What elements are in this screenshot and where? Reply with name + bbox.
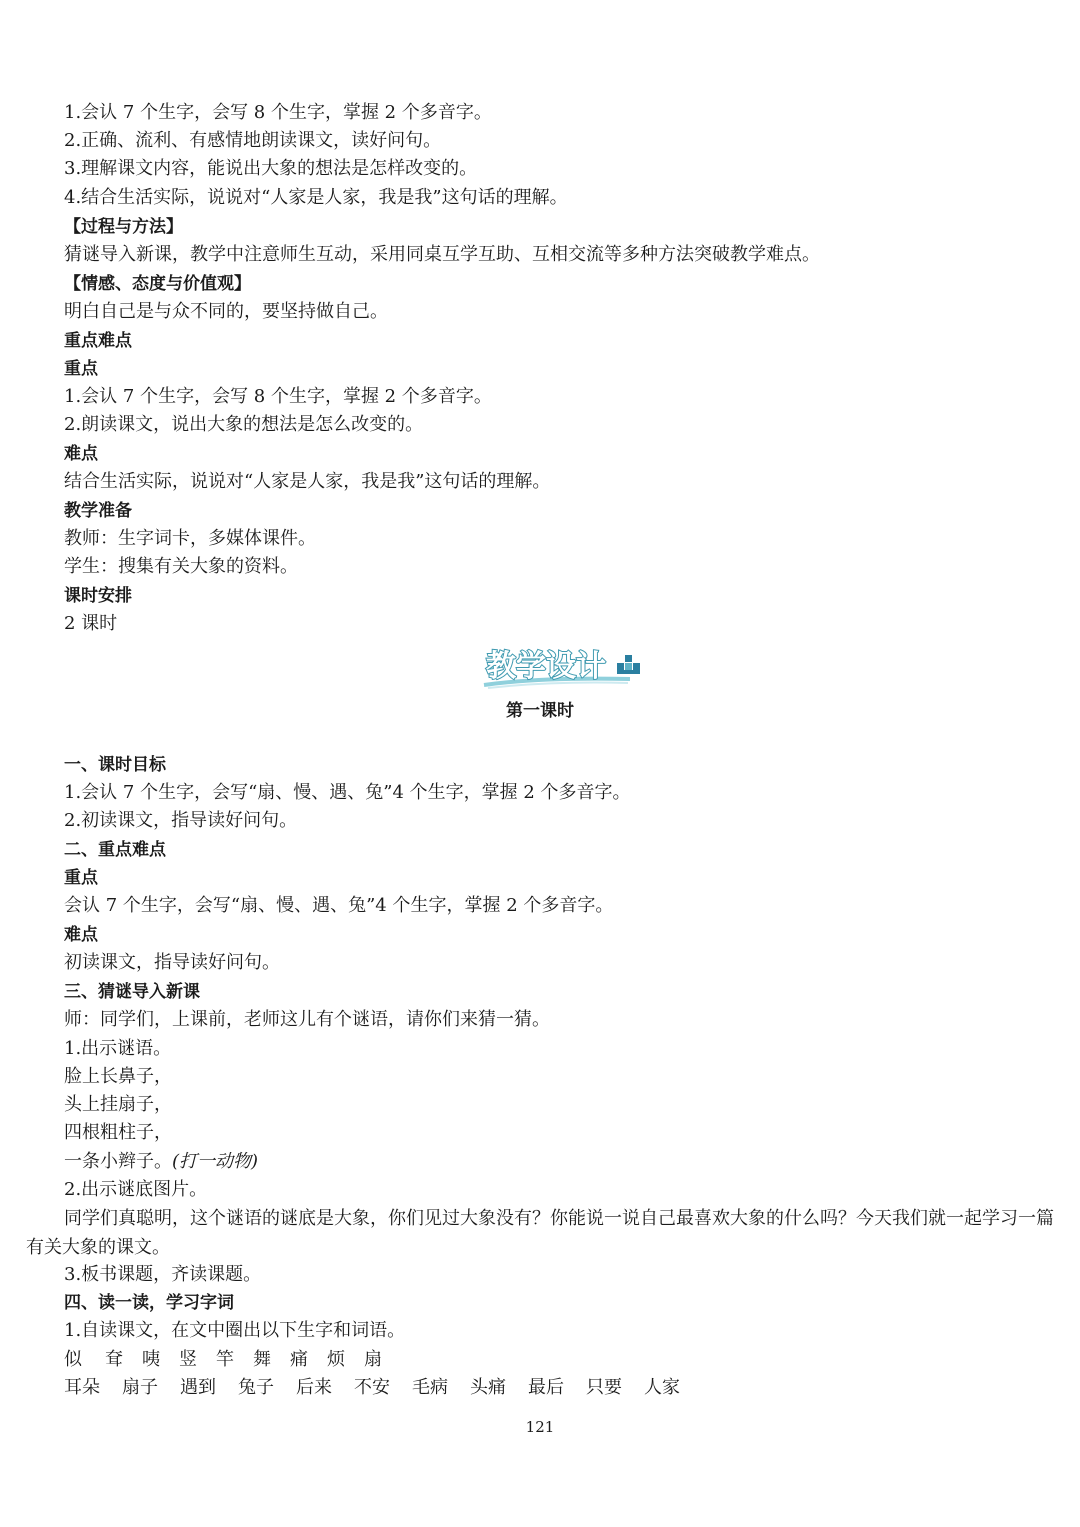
new-word: 头痛 bbox=[470, 1377, 506, 1398]
new-words-row bbox=[64, 1376, 702, 1400]
page-number: 121 bbox=[525, 1418, 555, 1436]
objective-1: 1.会认 7 个生字，会写 8 个生字，掌握 2 个多音字。 bbox=[64, 102, 492, 123]
new-word: 兔子 bbox=[238, 1377, 274, 1398]
schedule-heading: 课时安排 bbox=[64, 586, 132, 606]
new-word: 扇子 bbox=[122, 1377, 158, 1398]
new-char: 痛 bbox=[290, 1349, 308, 1370]
prep-heading: 教学准备 bbox=[64, 501, 132, 521]
section-2-heading: 二、重点难点 bbox=[64, 840, 166, 860]
section-3-step-1: 1.出示谜语。 bbox=[64, 1038, 172, 1059]
emotion-text: 明白自己是与众不同的，要坚持做自己。 bbox=[64, 301, 388, 322]
difficult-text: 结合生活实际，说说对“人家是人家，我是我”这句话的理解。 bbox=[64, 471, 551, 492]
prep-student: 学生：搜集有关大象的资料。 bbox=[64, 556, 298, 577]
riddle-hint: (打一动物) bbox=[172, 1151, 259, 1172]
new-char: 咦 bbox=[142, 1349, 160, 1370]
new-word: 人家 bbox=[644, 1377, 680, 1398]
section-4-heading: 四、读一读，学习字词 bbox=[64, 1293, 234, 1313]
new-char: 烦 bbox=[327, 1349, 345, 1370]
section-2-key-heading: 重点 bbox=[64, 868, 98, 888]
key-item-2: 2.朗读课文，说出大象的想法是怎么改变的。 bbox=[64, 414, 424, 435]
riddle-last: 一条小辫子。 bbox=[64, 1151, 172, 1172]
schedule-text: 2 课时 bbox=[64, 613, 118, 634]
key-heading: 重点 bbox=[64, 359, 98, 379]
objective-4: 4.结合生活实际，说说对“人家是人家，我是我”这句话的理解。 bbox=[64, 187, 568, 208]
new-char: 耷 bbox=[105, 1349, 123, 1370]
new-word: 耳朵 bbox=[64, 1377, 100, 1398]
section-1-item-2: 2.初读课文，指导读好问句。 bbox=[64, 810, 298, 831]
section-4-step-1: 1.自读课文，在文中圈出以下生字和词语。 bbox=[64, 1320, 406, 1341]
prep-teacher: 教师：生字词卡，多媒体课件。 bbox=[64, 528, 316, 549]
new-char: 似 bbox=[64, 1349, 82, 1370]
new-word: 遇到 bbox=[180, 1377, 216, 1398]
new-word: 最后 bbox=[528, 1377, 564, 1398]
section-3-heading: 三、猜谜导入新课 bbox=[64, 982, 200, 1002]
section-2-difficult-heading: 难点 bbox=[64, 925, 98, 945]
squares-decoration bbox=[617, 655, 641, 677]
section-1-heading: 一、课时目标 bbox=[64, 755, 166, 775]
process-text: 猜谜导入新课，教学中注意师生互动，采用同桌互学互助、互相交流等多种方法突破教学难点。 bbox=[64, 244, 820, 265]
objective-2: 2.正确、流利、有感情地朗读课文，读好问句。 bbox=[64, 130, 442, 151]
new-char: 竿 bbox=[216, 1349, 234, 1370]
section-3-step-3: 3.板书课题，齐读课题。 bbox=[64, 1264, 262, 1285]
riddle-line-3: 四根粗柱子， bbox=[64, 1122, 172, 1143]
riddle-line-4 bbox=[64, 1150, 258, 1174]
section-1-item-1: 1.会认 7 个生字，会写“扇、慢、遇、兔”4 个生字，掌握 2 个多音字。 bbox=[64, 782, 631, 803]
section-2-key-text: 会认 7 个生字，会写“扇、慢、遇、兔”4 个生字，掌握 2 个多音字。 bbox=[64, 895, 614, 916]
new-word: 毛病 bbox=[412, 1377, 448, 1398]
key-difficult-heading: 重点难点 bbox=[64, 331, 132, 351]
new-word: 后来 bbox=[296, 1377, 332, 1398]
emotion-heading: 【情感、态度与价值观】 bbox=[64, 274, 251, 294]
riddle-line-2: 头上挂扇子， bbox=[64, 1094, 172, 1115]
new-word: 不安 bbox=[354, 1377, 390, 1398]
section-3-paragraph: 同学们真聪明，这个谜语的谜底是大象，你们见过大象没有？你能说一说自己最喜欢大象的什么吗？今天我们就一起学习一篇有关大象的课文。 bbox=[26, 1208, 1054, 1258]
new-char: 扇 bbox=[364, 1349, 382, 1370]
new-char: 舞 bbox=[253, 1349, 271, 1370]
objective-3: 3.理解课文内容，能说出大象的想法是怎样改变的。 bbox=[64, 158, 478, 179]
difficult-heading: 难点 bbox=[64, 444, 98, 464]
section-3-step-2: 2.出示谜底图片。 bbox=[64, 1179, 208, 1200]
process-heading: 【过程与方法】 bbox=[64, 217, 183, 237]
new-characters-row bbox=[64, 1348, 401, 1372]
section-2-difficult-text: 初读课文，指导读好问句。 bbox=[64, 952, 280, 973]
lesson-title: 第一课时 bbox=[506, 701, 574, 721]
new-char: 竖 bbox=[179, 1349, 197, 1370]
new-word: 只要 bbox=[586, 1377, 622, 1398]
riddle-line-1: 脸上长鼻子， bbox=[64, 1066, 172, 1087]
section-3-intro: 师：同学们，上课前，老师这儿有个谜语，请你们来猜一猜。 bbox=[64, 1009, 550, 1030]
key-item-1: 1.会认 7 个生字，会写 8 个生字，掌握 2 个多音字。 bbox=[64, 386, 492, 407]
banner-title: 教学设计 bbox=[486, 649, 606, 684]
